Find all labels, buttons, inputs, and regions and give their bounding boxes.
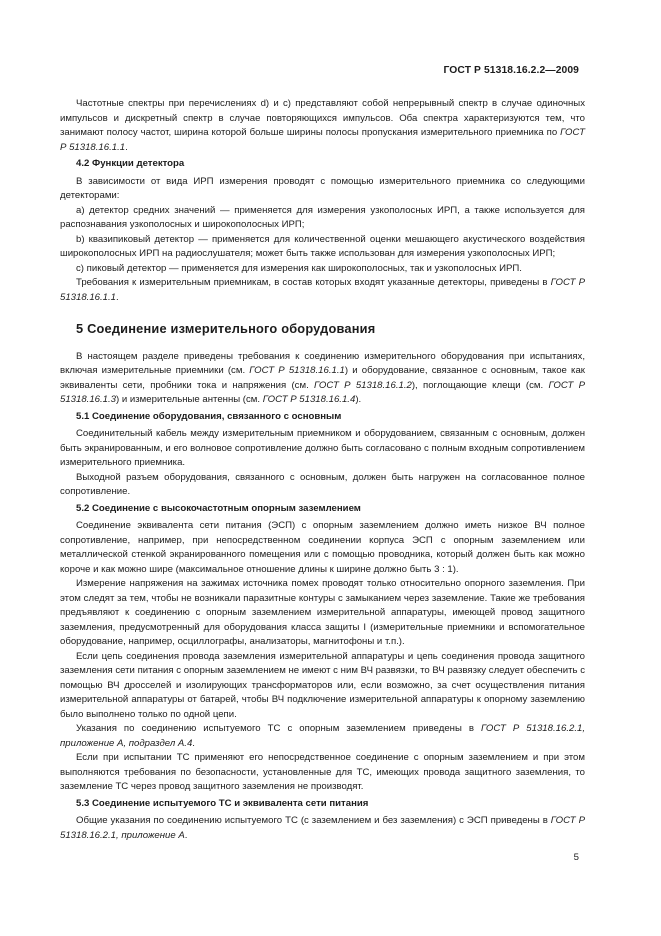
paragraph: В настоящем разделе приведены требования к соединению измерительного оборудования при испытаниях, включая измерительные приемники (см. ГОСТ Р 51318.16.1.1) и оборудование, связанное с основным, такое как эквиваленты сети, пробники тока и напряжения (см. ГОСТ Р 51318.16.1.2), поглощающие клещи (см. ГОСТ Р 51318.16.1.3) и измерительные антенны (см. ГОСТ Р 51318.16.1.4). xyxy=(60,350,585,405)
subsection-heading: 4.2 Функции детектора xyxy=(76,158,185,169)
paragraph: Частотные спектры при перечислениях d) и c) представляют собой непрерывный спектр в случае одиночных импульсов и дискретный спектр в случае повторяющихся импульсов. Оба спектра характеризуются тем, что занимают полосу частот, ширина которой больше ширины полосы пропускания измерительного приемника по ГОСТ Р 51318.16.1.1. xyxy=(60,98,585,153)
paragraph: Указания по соединению испытуемого ТС с опорным заземлением приведены в ГОСТ Р 51318.16.2.1, приложение А, подраздел А.4. xyxy=(60,723,585,749)
paragraph: Если цепь соединения провода заземления измерительной аппаратуры и цепь соединения провода защитного заземления сети питания с опорным заземлением не имеют с ним ВЧ развязки, то ВЧ развязку следует обеспечить с помощью ВЧ дросселей и изолирующих трансформаторов или, если возможно, за счет осуществления питания измерительной аппаратуры от батарей, чтобы ВЧ подключение измерительной аппаратуры к опорному заземлению было выполнено только по одной цепи. xyxy=(60,650,585,720)
list-item: b) квазипиковый детектор — применяется для количественной оценки мешающего акустического воздействия широкополосных ИРП на радиослушателя; может быть также использован для измерения узкополосных ИРП; xyxy=(60,233,585,259)
subsection-heading: 5.1 Соединение оборудования, связанного с основным xyxy=(76,410,342,422)
page-body xyxy=(60,97,585,843)
paragraph: Требования к измерительным приемникам, в состав которых входят указанные детекторы, приведены в ГОСТ Р 51318.16.1.1. xyxy=(60,277,585,303)
paragraph: Если при испытании ТС применяют его непосредственное соединение с опорным заземлением и при этом выполняются требования по безопасности, установленные для ТС, имеющих провода защитного заземления, то заземление ТС через провод защитного заземления не производят. xyxy=(60,752,585,792)
paragraph: В зависимости от вида ИРП измерения проводят с помощью измерительного приемника со следующими детекторами: xyxy=(60,175,585,201)
section-heading: 5 Соединение измерительного оборудования xyxy=(76,321,376,336)
paragraph: Общие указания по соединению испытуемого ТС (с заземлением и без заземления) с ЭСП приведены в ГОСТ Р 51318.16.2.1, приложение А. xyxy=(60,815,585,841)
list-item: c) пиковый детектор — применяется для измерения как широкополосных, так и узкополосных ИРП. xyxy=(76,262,522,274)
subsection-heading: 5.3 Соединение испытуемого ТС и эквивалента сети питания xyxy=(76,797,369,809)
paragraph: Соединение эквивалента сети питания (ЭСП) с опорным заземлением должно иметь низкое ВЧ полное сопротивление, например, при непосредственном соединении корпуса ЭСП с опорным заземлением или металлической стенкой экранированного помещения или с помощью проводника, который должен быть как можно короче и как можно шире (максимальное отношение длины к ширине должно быть 3 : 1). xyxy=(60,520,585,575)
subsection-heading: 5.2 Соединение с высокочастотным опорным заземлением xyxy=(76,502,361,514)
paragraph: Выходной разъем оборудования, связанного с основным, должен быть нагружен на согласованное полное сопротивление. xyxy=(60,471,585,497)
page-number: 5 xyxy=(573,852,579,863)
paragraph: Измерение напряжения на зажимах источника помех проводят только относительно опорного заземления. При этом следят за тем, чтобы не возникали паразитные контуры с замыканием через заземление. Такие же требования предъявляют к соединению с опорным заземлением измерительной аппаратуры, имеющей провод защитного заземления, предусмотренный для оборудования класса защиты I (измерительные приемники и вспомогательное оборудование, например, осциллографы, анализаторы, магнитофоны и т.п.). xyxy=(60,578,585,647)
paragraph: Соединительный кабель между измерительным приемником и оборудованием, связанным с основным, должен быть экранированным, и его волновое сопротивление должно быть согласовано с полным входным сопротивлением измерительного приемника. xyxy=(60,428,585,468)
list-item: a) детектор средних значений — применяется для измерения узкополосных ИРП, а также используется для распознавания узкополосных и широкополосных ИРП; xyxy=(60,204,585,230)
standard-header: ГОСТ Р 51318.16.2.2—2009 xyxy=(443,65,579,76)
